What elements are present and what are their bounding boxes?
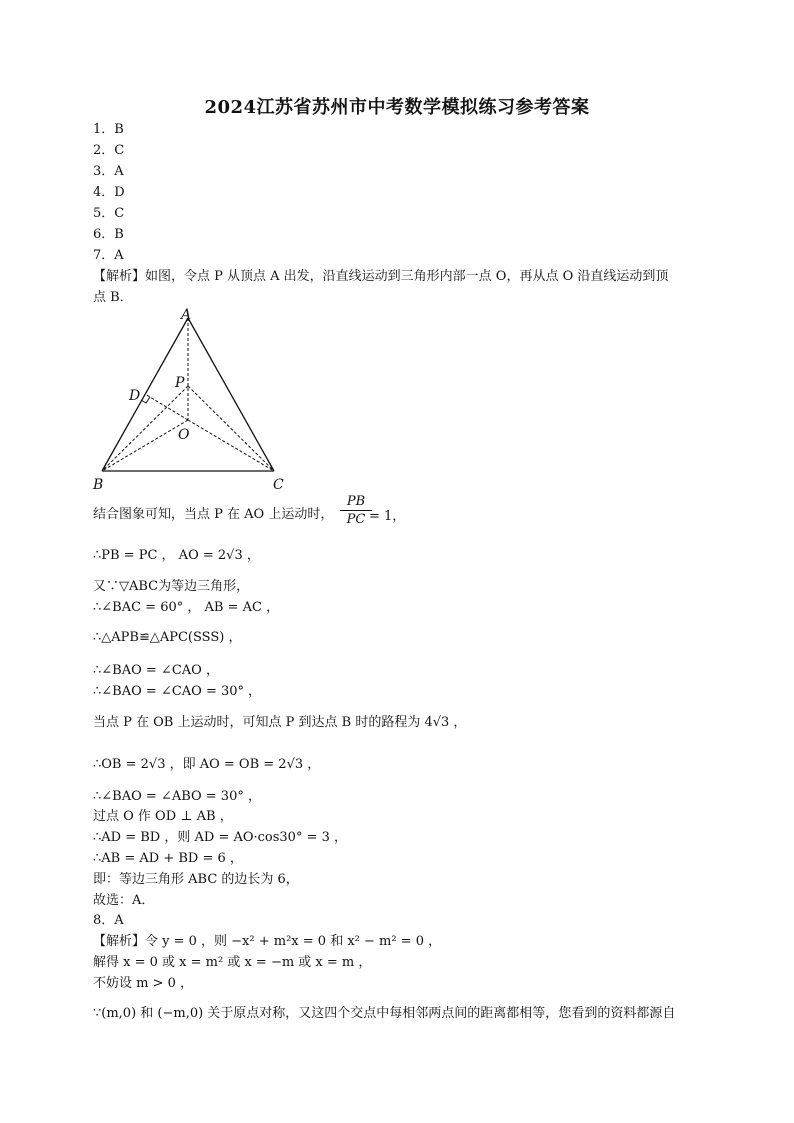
q8-line-d-text: ∵(m,0) 和 (−m,0) 关于原点对称，又这四个交点中每相邻两点间的距离都相等， bbox=[93, 1006, 559, 1021]
q7-line-k: 过点 O 作 OD ⊥ AB ， bbox=[93, 809, 233, 824]
segment-oc bbox=[188, 420, 274, 471]
q7-line-n: 即：等边三角形 ABC 的边长为 6， bbox=[93, 872, 299, 887]
answer-6: 6．B bbox=[93, 227, 124, 242]
q8-line-b: 解得 x = 0 或 x = m² 或 x = −m 或 x = m ， bbox=[93, 955, 372, 970]
q8-line-d bbox=[93, 1005, 675, 1022]
segment-pc bbox=[188, 386, 274, 471]
q7-line-o: 故选：A． bbox=[93, 893, 155, 908]
segment-od bbox=[145, 394, 188, 420]
q7-analysis-line-1: 【解析】如图，令点 P 从顶点 A 出发，沿直线运动到三角形内部一点 O，再从点 O 沿直线运动到顶 bbox=[93, 269, 669, 284]
q8-line-c: 不妨设 m > 0 ， bbox=[93, 976, 194, 991]
fraction-numerator: PB bbox=[346, 494, 366, 509]
q7-line-h: 当点 P 在 OB 上运动时，可知点 P 到达点 B 时的路程为 4√3 ， bbox=[93, 715, 467, 730]
page-title: 2024江苏省苏州市中考数学模拟练习参考答案 bbox=[204, 97, 590, 118]
q7-line-b: ∴PB = PC ， AO = 2√3 ， bbox=[93, 548, 260, 563]
source-note: 您看到的资料都源自 bbox=[558, 1006, 676, 1021]
q7-line-d: ∴∠BAC = 60° ， AB = AC ， bbox=[93, 600, 280, 615]
q8-line-a: 【解析】令 y = 0 ，则 −x² + m²x = 0 和 x² − m² = 0 ， bbox=[93, 934, 442, 949]
q7-line-l: ∴AD = BD ，则 AD = AO·cos30° = 3 ， bbox=[93, 830, 348, 845]
triangle-figure bbox=[88, 306, 293, 496]
fraction-denominator: PC bbox=[346, 512, 366, 527]
answer-2: 2．C bbox=[93, 143, 125, 158]
q7-line-a: 结合图象可知，当点 P 在 AO 上运动时， bbox=[93, 507, 334, 522]
label-o: O bbox=[178, 427, 190, 443]
q7-line-c: 又∵▽ABC为等边三角形， bbox=[93, 579, 250, 594]
answer-8: 8．A bbox=[93, 913, 124, 928]
side-ab bbox=[102, 318, 188, 471]
label-d: D bbox=[129, 388, 141, 404]
fraction-bar bbox=[340, 510, 372, 511]
side-ac bbox=[188, 318, 274, 471]
label-b: B bbox=[93, 477, 104, 493]
fraction-result: = 1， bbox=[369, 509, 406, 524]
label-p: P bbox=[175, 375, 185, 391]
label-c: C bbox=[273, 477, 284, 493]
q7-analysis-line-2: 点 B． bbox=[93, 290, 133, 305]
q7-line-g: ∴∠BAO = ∠CAO = 30° ， bbox=[93, 684, 262, 699]
q7-line-e: ∴△APB≌△APC(SSS) ， bbox=[93, 630, 242, 645]
answer-7: 7．A bbox=[93, 248, 124, 263]
segment-pb bbox=[102, 386, 188, 471]
answer-5: 5．C bbox=[93, 206, 125, 221]
answer-4: 4．D bbox=[93, 185, 125, 200]
answer-1: 1．B bbox=[93, 122, 124, 137]
fraction-pb-pc bbox=[340, 494, 372, 527]
q7-line-i: ∴OB = 2√3 ，即 AO = OB = 2√3 ， bbox=[93, 757, 321, 772]
answer-3: 3．A bbox=[93, 164, 124, 179]
q7-line-j: ∴∠BAO = ∠ABO = 30° ， bbox=[93, 789, 261, 804]
q7-line-m: ∴AB = AD + BD = 6 ， bbox=[93, 851, 243, 866]
label-a: A bbox=[181, 307, 192, 323]
q7-line-f: ∴∠BAO = ∠CAO ， bbox=[93, 663, 219, 678]
segment-ob bbox=[102, 420, 188, 471]
